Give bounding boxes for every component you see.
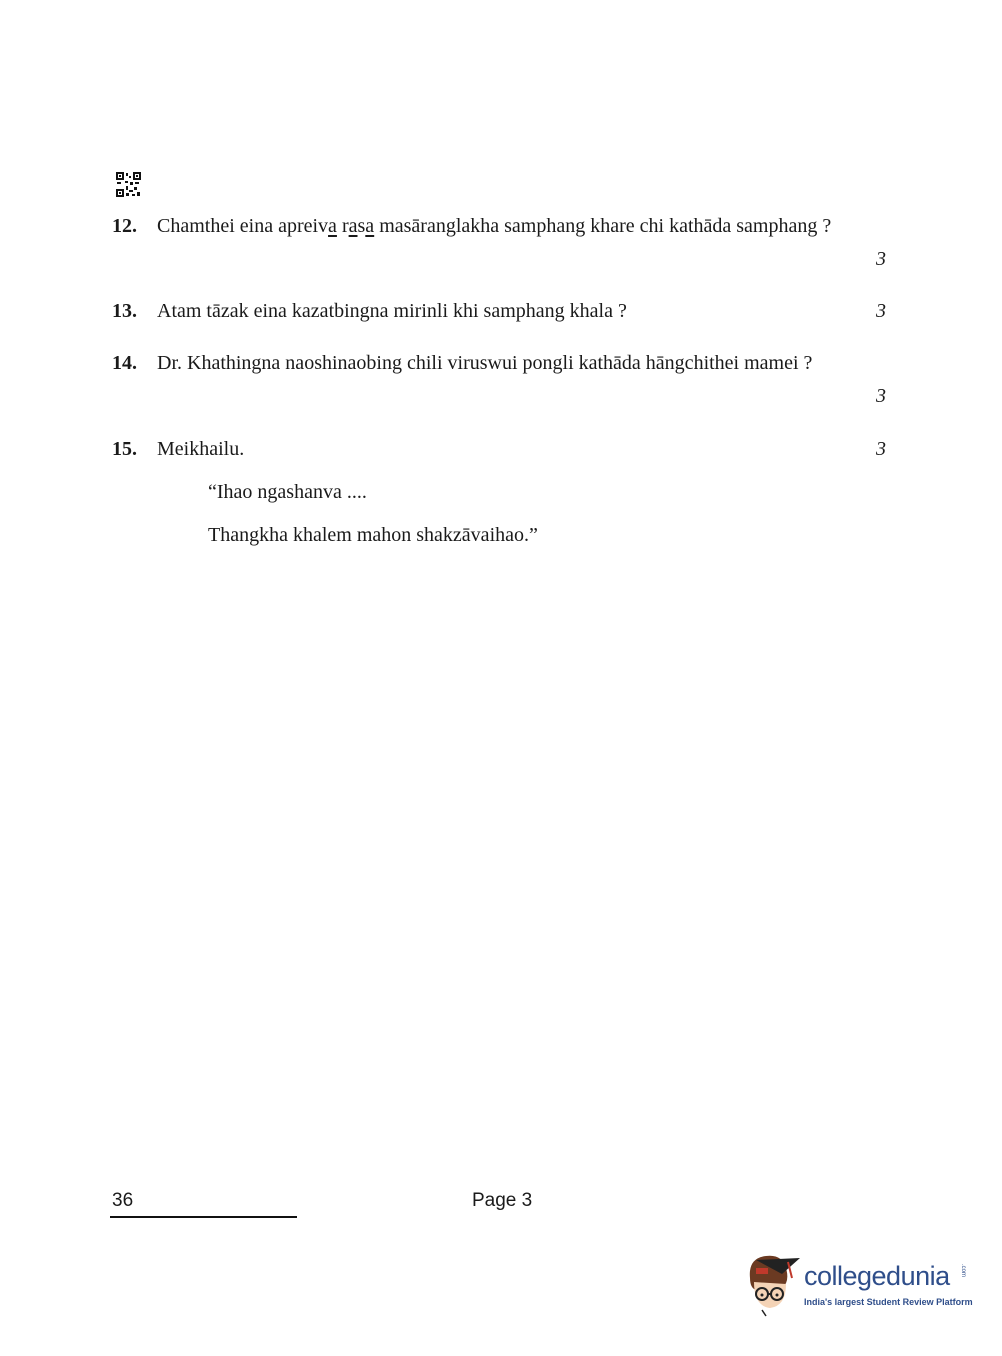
question-number: 13. (112, 300, 137, 322)
question-text: Meikhailu. (157, 438, 245, 460)
question-number: 12. (112, 215, 137, 237)
question-text: Chamthei eina apreiva rasa masāranglakha samphang khare chi kathāda samphang ? (157, 215, 832, 237)
collegedunia-watermark (742, 1248, 972, 1318)
student-mascot-icon (742, 1248, 802, 1318)
question-text: Atam tāzak eina kazatbingna mirinli khi samphang khala ? (157, 300, 627, 322)
question-number: 14. (112, 352, 137, 374)
brand-domain-suffix: .com (960, 1264, 966, 1278)
poem-line-1: “Ihao ngashanva .... (208, 481, 367, 503)
question-15 (112, 433, 892, 466)
question-marks: 3 (876, 438, 886, 460)
paper-code: 36 (112, 1190, 134, 1211)
question-marks: 3 (876, 385, 886, 407)
brand-tagline: India's largest Student Review Platform (804, 1297, 973, 1307)
footer-rule (110, 1216, 297, 1218)
question-14 (112, 347, 892, 407)
question-marks: 3 (876, 248, 886, 270)
brand-name: collegedunia (804, 1261, 950, 1291)
question-13 (112, 295, 892, 328)
question-12 (112, 210, 892, 270)
page-number: Page 3 (472, 1190, 533, 1211)
qr-code-icon (116, 172, 141, 197)
question-marks: 3 (876, 300, 886, 322)
poem-line-2: Thangkha khalem mahon shakzāvaihao.” (208, 524, 538, 546)
question-text: Dr. Khathingna naoshinaobing chili viruswui pongli kathāda hāngchithei mamei ? (157, 352, 813, 374)
question-number: 15. (112, 438, 137, 460)
